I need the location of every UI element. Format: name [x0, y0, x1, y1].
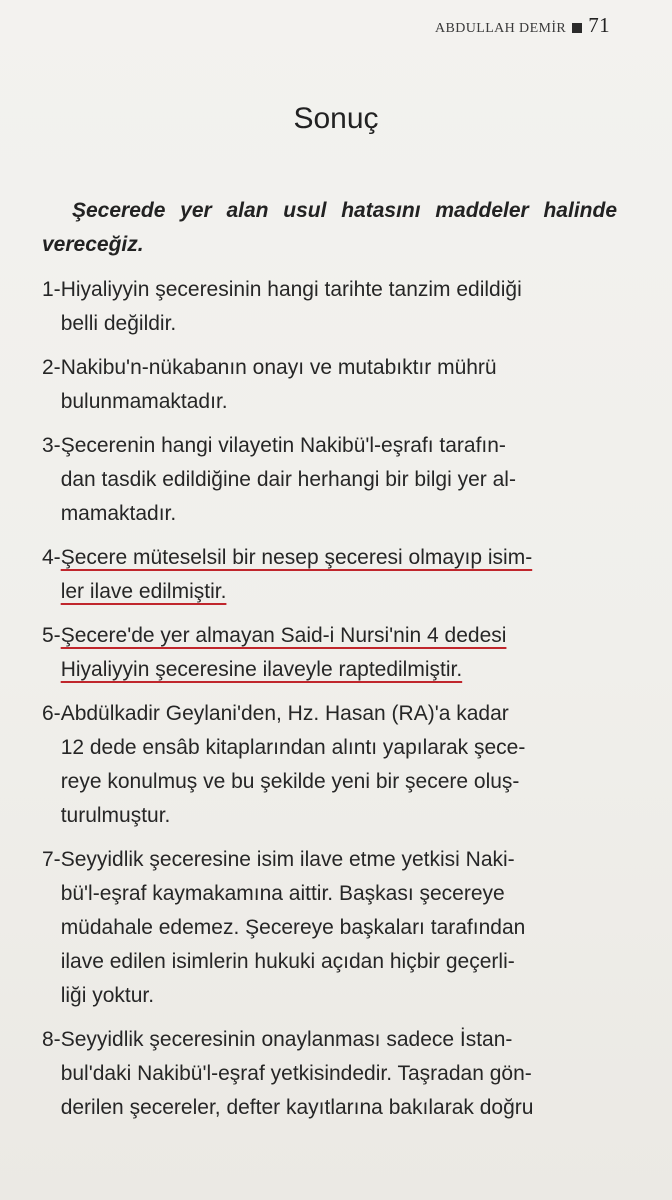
- item-line: liği yoktur.: [60, 984, 155, 1007]
- item-line: müdahale edemez. Şecereye başkaları tarafından: [60, 916, 526, 939]
- header-separator-square: [572, 23, 582, 33]
- red-underlined-line: Şecere'de yer almayan Said-i Nursi'nin 4 dedesi: [60, 624, 507, 647]
- red-underlined-line: ler ilave edilmiştir.: [60, 580, 227, 603]
- item-line: belli değildir.: [60, 312, 177, 335]
- item-line: bulunmamaktadır.: [60, 390, 228, 413]
- list-item: [42, 273, 622, 341]
- list-item-underlined: [42, 619, 622, 687]
- item-number: 3-: [42, 434, 61, 457]
- item-line: Nakibu'n-nükabanın onayı ve mutabıktır mührü: [60, 356, 497, 379]
- item-text: [61, 619, 622, 687]
- item-number: 8-: [42, 1028, 61, 1051]
- list-item-underlined: [42, 541, 622, 609]
- item-line: reye konulmuş ve bu şekilde yeni bir şecere oluş-: [60, 770, 520, 793]
- item-line: Seyyidlik şeceresinin onaylanması sadece İstan-: [60, 1028, 513, 1051]
- item-number: 7-: [42, 848, 61, 871]
- item-text: [61, 429, 622, 531]
- item-line: mamaktadır.: [60, 502, 177, 525]
- list-item: [42, 429, 622, 531]
- item-line: bü'l-eşraf kaymakamına aittir. Başkası şecereye: [60, 882, 505, 905]
- red-underlined-line: Hiyaliyyin şeceresine ilaveyle raptedilmiştir.: [60, 658, 463, 681]
- item-text: [61, 843, 622, 1013]
- page-number: 71: [588, 13, 610, 37]
- red-underlined-line: Şecere müteselsil bir nesep şeceresi olmayıp isim-: [60, 546, 533, 569]
- item-text: [61, 273, 622, 341]
- running-header: [435, 13, 610, 38]
- item-text: [61, 541, 622, 609]
- list-item: [42, 843, 622, 1013]
- item-line: bul'daki Nakibü'l-eşraf yetkisindedir. Taşradan gön-: [60, 1062, 532, 1085]
- item-number: 1-: [42, 278, 61, 301]
- item-line: ilave edilen isimlerin hukuki açıdan hiçbir geçerli-: [60, 950, 515, 973]
- item-line: turulmuştur.: [60, 804, 171, 827]
- section-title: Sonuç: [293, 102, 379, 135]
- item-number: 5-: [42, 624, 61, 647]
- item-text: [61, 351, 622, 419]
- item-line: derilen şecereler, defter kayıtlarına bakılarak doğru: [60, 1096, 534, 1119]
- list-item: [42, 1023, 622, 1125]
- item-number: 6-: [42, 702, 61, 725]
- list-item: [42, 351, 622, 419]
- item-line: Şecerenin hangi vilayetin Nakibü'l-eşrafı tarafın-: [60, 434, 506, 457]
- item-text: [61, 1023, 622, 1125]
- item-number: 4-: [42, 546, 61, 569]
- list-item: [42, 697, 622, 833]
- item-line: Hiyaliyyin şeceresinin hangi tarihte tanzim edildiği: [60, 278, 522, 301]
- findings-list: [42, 273, 622, 1135]
- item-line: dan tasdik edildiğine dair herhangi bir bilgi yer al-: [60, 468, 516, 491]
- intro-paragraph: Şecerede yer alan usul hatasını maddeler halinde vereceğiz.: [42, 199, 617, 256]
- item-number: 2-: [42, 356, 61, 379]
- item-line: Abdülkadir Geylani'den, Hz. Hasan (RA)'a kadar: [60, 702, 509, 725]
- item-text: [61, 697, 622, 833]
- header-author: ABDULLAH DEMİR: [434, 21, 567, 36]
- item-line: 12 dede ensâb kitaplarından alıntı yapılarak şece-: [60, 736, 526, 759]
- item-line: Seyyidlik şeceresine isim ilave etme yetkisi Naki-: [60, 848, 515, 871]
